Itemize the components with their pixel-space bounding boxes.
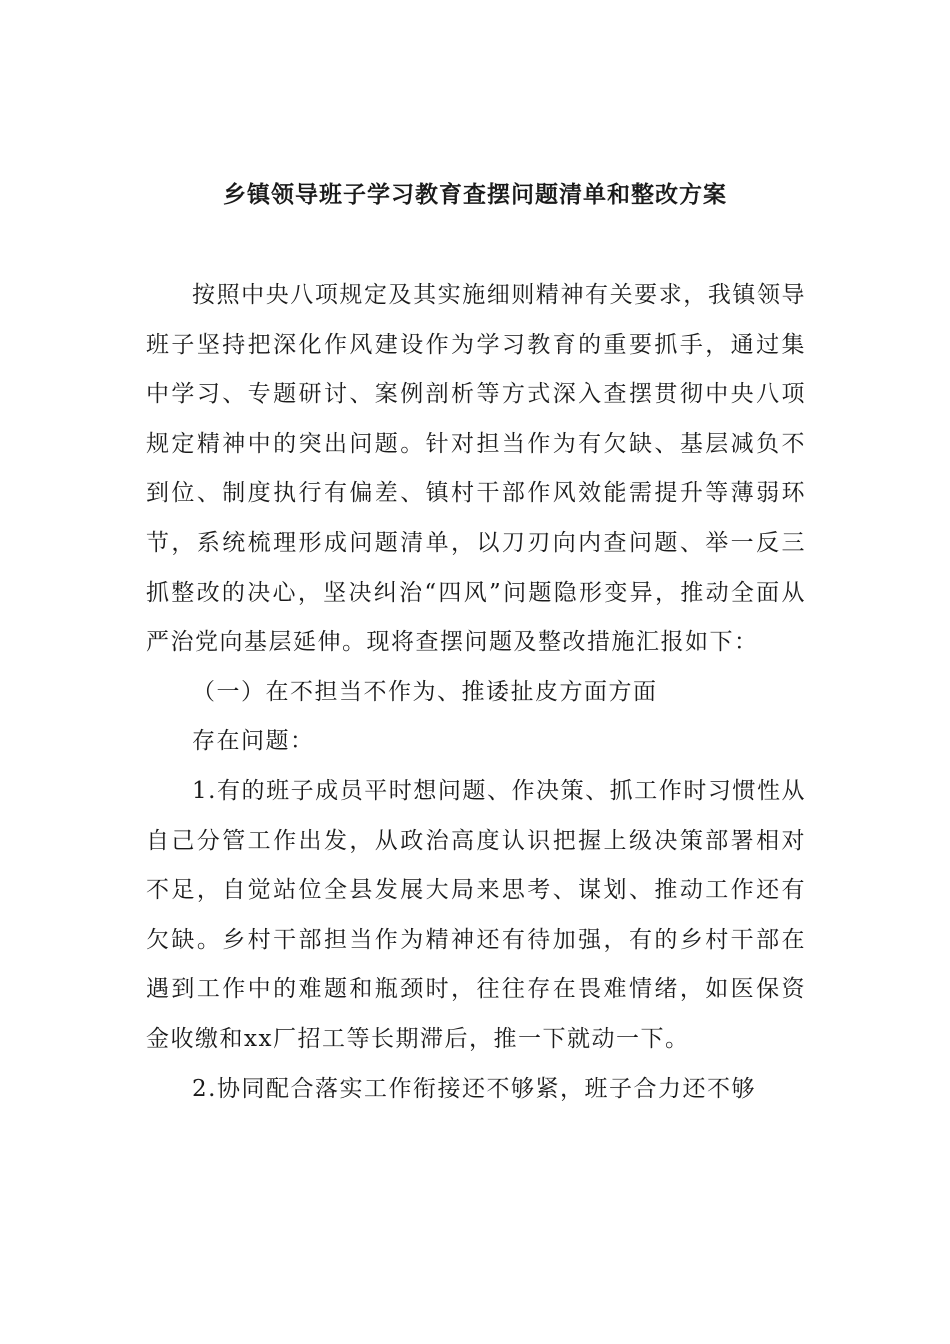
problem-item-2: 2.协同配合落实工作衔接还不够紧，班子合力还不够 xyxy=(192,1075,756,1102)
problems-label: 存在问题： xyxy=(192,728,315,755)
section-heading: （一）在不担当不作为、推诿扯皮方面方面 xyxy=(192,678,658,705)
document-page xyxy=(146,0,806,1344)
problem-item-1: 1.有的班子成员平时想问题、作决策、抓工作时习惯性从自己分管工作出发，从政治高度认识把握上级决策部署相对不足，自觉站位全县发展大局来思考、谋划、推动工作还有欠缺。乡村干部担当作为精神还有待加强，有的乡村干部在遇到工作中的难题和瓶颈时，往往存在畏难情绪，如医保资金收缴和xx厂招工等长期滞后，推一下就动一下。 xyxy=(146,777,806,1052)
intro-paragraph: 按照中央八项规定及其实施细则精神有关要求，我镇领导班子坚持把深化作风建设作为学习教育的重要抓手，通过集中学习、专题研讨、案例剖析等方式深入查摆贯彻中央八项规定精神中的突出问题。针对担当作为有欠缺、基层减负不到位、制度执行有偏差、镇村干部作风效能需提升等薄弱环节，系统梳理形成问题清单，以刀刃向内查问题、举一反三抓整改的决心，坚决纠治“四风”问题隐形变异，推动全面从严治党向基层延伸。现将查摆问题及整改措施汇报如下： xyxy=(146,282,806,656)
document-title: 乡镇领导班子学习教育查摆问题清单和整改方案 xyxy=(223,181,727,209)
document-body xyxy=(146,271,806,1114)
